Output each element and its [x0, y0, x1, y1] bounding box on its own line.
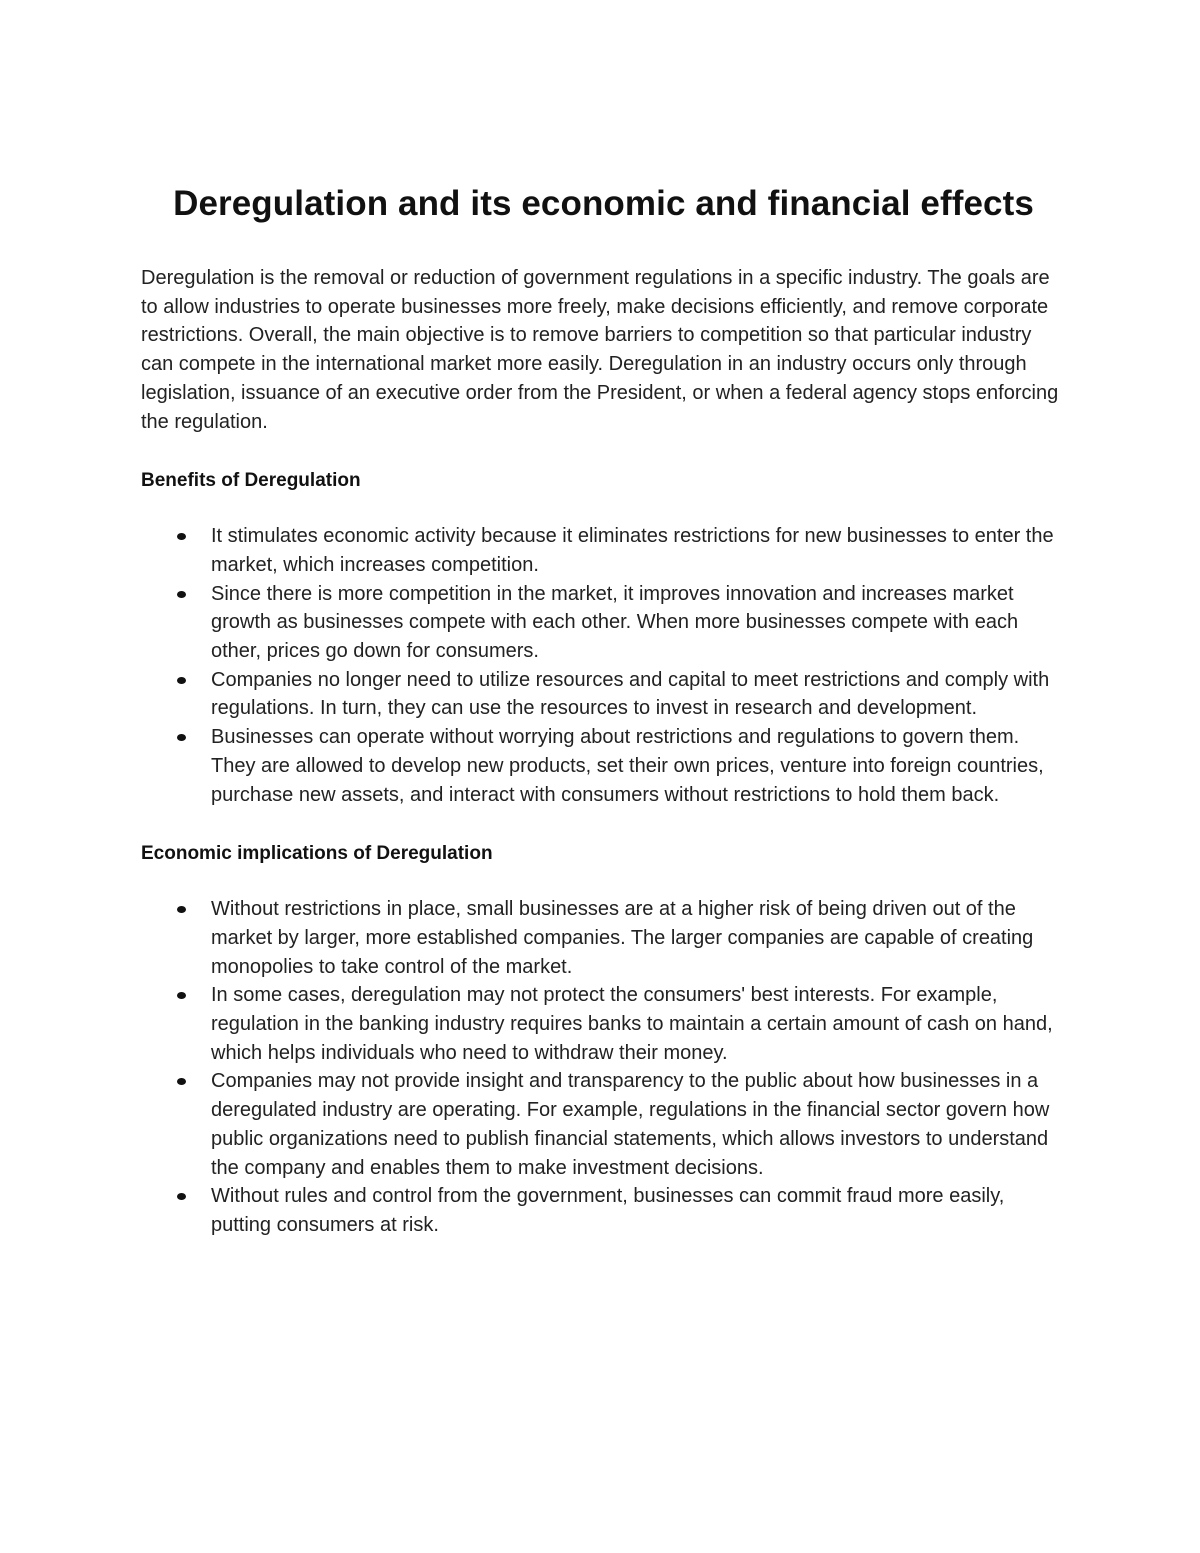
list-item-text: Since there is more competition in the market, it improves innovation and increases market growth as businesses compete with each other. When more businesses compete with each other, prices go down for consumers.	[211, 582, 1019, 663]
list-item-text: Businesses can operate without worrying about restrictions and regulations to govern them. They are allowed to develop new products, set their own prices, venture into foreign countries, purchase new assets, and interact with consumers without restrictions to hold them back.	[211, 726, 1044, 806]
list-item	[211, 580, 1066, 666]
bullet-icon	[177, 992, 186, 999]
section-heading-economic-implications: Economic implications of Deregulation	[141, 843, 493, 865]
bullet-icon	[177, 591, 186, 598]
implications-list	[141, 895, 1066, 1239]
list-item-text: In some cases, deregulation may not protect the consumers' best interests. For example, regulation in the banking industry requires banks to maintain a certain amount of cash on hand, which helps individuals who need to withdraw their money.	[211, 984, 1053, 1064]
list-item	[211, 895, 1066, 981]
list-item-text: Without restrictions in place, small businesses are at a higher risk of being driven out of the market by larger, more established companies. The larger companies are capable of creating monopolies to take control of the market.	[211, 898, 1034, 978]
list-item	[211, 981, 1066, 1067]
list-item-text: Companies no longer need to utilize resources and capital to meet restrictions and comply with regulations. In turn, they can use the resources to invest in research and development.	[211, 668, 1050, 720]
list-item-text: Companies may not provide insight and transparency to the public about how businesses in a deregulated industry are operating. For example, regulations in the financial sector govern how public organizations need to publish financial statements, which allows investors to understand the company and enables them to make investment decisions.	[211, 1070, 1050, 1179]
document-page	[141, 182, 1066, 1240]
list-item	[211, 522, 1066, 579]
benefits-list	[141, 522, 1066, 809]
list-item	[211, 1067, 1066, 1182]
bullet-icon	[177, 1193, 186, 1200]
list-item-text: It stimulates economic activity because it eliminates restrictions for new businesses to enter the market, which increases competition.	[211, 525, 1054, 576]
bullet-icon	[177, 533, 186, 540]
list-item	[211, 666, 1066, 723]
list-item	[211, 723, 1066, 809]
bullet-icon	[177, 1078, 186, 1085]
bullet-icon	[177, 677, 186, 684]
list-item	[211, 1182, 1066, 1239]
intro-paragraph: Deregulation is the removal or reduction of government regulations in a specific industry. The goals are to allow industries to operate businesses more freely, make decisions efficiently, and remove corporate restrictions. Overall, the main objective is to remove barriers to competition so that particular industry can compete in the international market more easily. Deregulation in an industry occurs only through legislation, issuance of an executive order from the President, or when a federal agency stops enforcing the regulation.	[141, 267, 1059, 433]
document-title: Deregulation and its economic and financial effects	[173, 184, 1034, 223]
section-heading-benefits: Benefits of Deregulation	[141, 470, 361, 492]
list-item-text: Without rules and control from the government, businesses can commit fraud more easily, putting consumers at risk.	[211, 1185, 1005, 1236]
bullet-icon	[177, 906, 186, 913]
bullet-icon	[177, 734, 186, 741]
